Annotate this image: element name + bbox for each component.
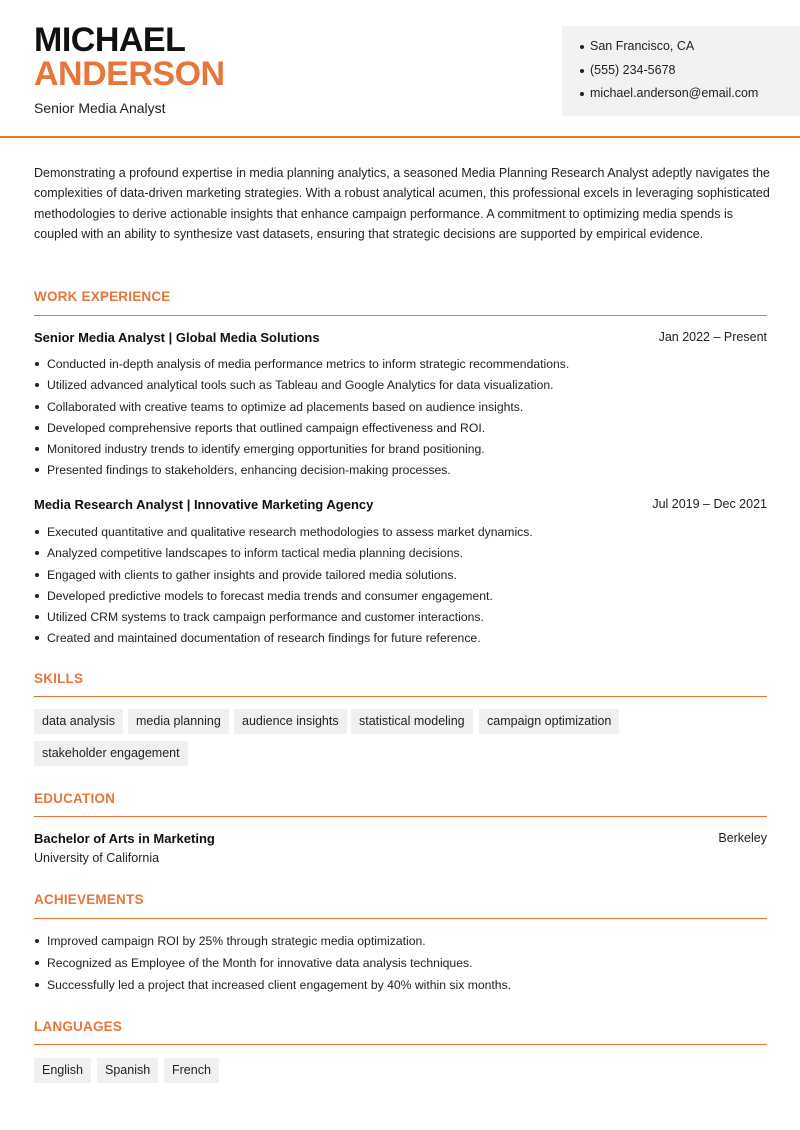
list-item: Created and maintained documentation of research findings for future reference.	[34, 630, 767, 651]
section-divider	[34, 816, 767, 817]
section-title-skills: SKILLS	[34, 671, 84, 686]
education-degree: Bachelor of Arts in Marketing	[34, 831, 215, 846]
contact-list	[590, 38, 800, 109]
skill-tag: media planning	[128, 709, 229, 734]
section-title-languages: LANGUAGES	[34, 1019, 123, 1034]
job-bullets	[34, 356, 767, 484]
education-school: University of California	[34, 851, 160, 865]
skill-tag: statistical modeling	[351, 709, 473, 734]
list-item: Collaborated with creative teams to optimize ad placements based on audience insights.	[34, 399, 767, 420]
section-divider	[34, 918, 767, 919]
skill-tag: data analysis	[34, 709, 123, 734]
list-item: Recognized as Employee of the Month for innovative data analysis techniques.	[34, 955, 767, 977]
list-item: Developed predictive models to forecast media trends and consumer engagement.	[34, 588, 767, 609]
contact-phone: (555) 234-5678	[590, 62, 800, 86]
language-tag: English	[34, 1058, 91, 1083]
job-title: Senior Media Analyst	[34, 100, 166, 116]
section-divider	[34, 1044, 767, 1045]
job-bullets	[34, 524, 767, 652]
section-title-work: WORK EXPERIENCE	[34, 289, 171, 304]
achievements-list	[34, 933, 767, 999]
list-item: Improved campaign ROI by 25% through strategic media optimization.	[34, 933, 767, 955]
last-name: ANDERSON	[34, 55, 225, 93]
section-title-education: EDUCATION	[34, 791, 116, 806]
contact-email[interactable]: michael.anderson@email.com	[590, 85, 800, 109]
list-item: Conducted in-depth analysis of media performance metrics to inform strategic recommendations.	[34, 356, 767, 377]
section-divider	[34, 696, 767, 697]
skill-tag: campaign optimization	[479, 709, 619, 734]
list-item: Successfully led a project that increased client engagement by 40% within six months.	[34, 977, 767, 999]
list-item: Analyzed competitive landscapes to inform tactical media planning decisions.	[34, 545, 767, 566]
list-item: Engaged with clients to gather insights and provide tailored media solutions.	[34, 567, 767, 588]
language-tag: French	[164, 1058, 219, 1083]
skill-tag: audience insights	[234, 709, 347, 734]
list-item: Utilized advanced analytical tools such as Tableau and Google Analytics for data visualization.	[34, 377, 767, 398]
first-name: MICHAEL	[34, 21, 186, 59]
job-dates: Jan 2022 – Present	[658, 330, 767, 344]
list-item: Executed quantitative and qualitative research methodologies to assess market dynamics.	[34, 524, 767, 545]
list-item: Presented findings to stakeholders, enhancing decision-making processes.	[34, 462, 767, 483]
job-dates: Jul 2019 – Dec 2021	[652, 497, 767, 511]
contact-location: San Francisco, CA	[590, 38, 800, 62]
skill-tag: stakeholder engagement	[34, 741, 188, 766]
list-item: Developed comprehensive reports that outlined campaign effectiveness and ROI.	[34, 420, 767, 441]
job-heading: Media Research Analyst | Innovative Marketing Agency	[34, 497, 374, 512]
resume-header	[0, 0, 800, 138]
contact-box	[562, 26, 800, 116]
language-tag: Spanish	[97, 1058, 158, 1083]
summary-paragraph: Demonstrating a profound expertise in media planning analytics, a seasoned Media Planning Research Analyst adeptly navigates the complexities of data-driven marketing strategies. With a robust analytical acumen, this professional excels in leveraging sophisticated methodologies to derive actionable insights that enhance campaign performance. A commitment to optimizing media spends is coupled with an ability to synthesize vast datasets, ensuring that strategic decisions are supported by empirical evidence.	[34, 166, 770, 242]
education-location: Berkeley	[718, 831, 767, 845]
section-title-achievements: ACHIEVEMENTS	[34, 892, 144, 907]
section-divider	[34, 315, 767, 316]
job-heading: Senior Media Analyst | Global Media Solutions	[34, 330, 320, 345]
list-item: Utilized CRM systems to track campaign performance and customer interactions.	[34, 609, 767, 630]
list-item: Monitored industry trends to identify emerging opportunities for brand positioning.	[34, 441, 767, 462]
